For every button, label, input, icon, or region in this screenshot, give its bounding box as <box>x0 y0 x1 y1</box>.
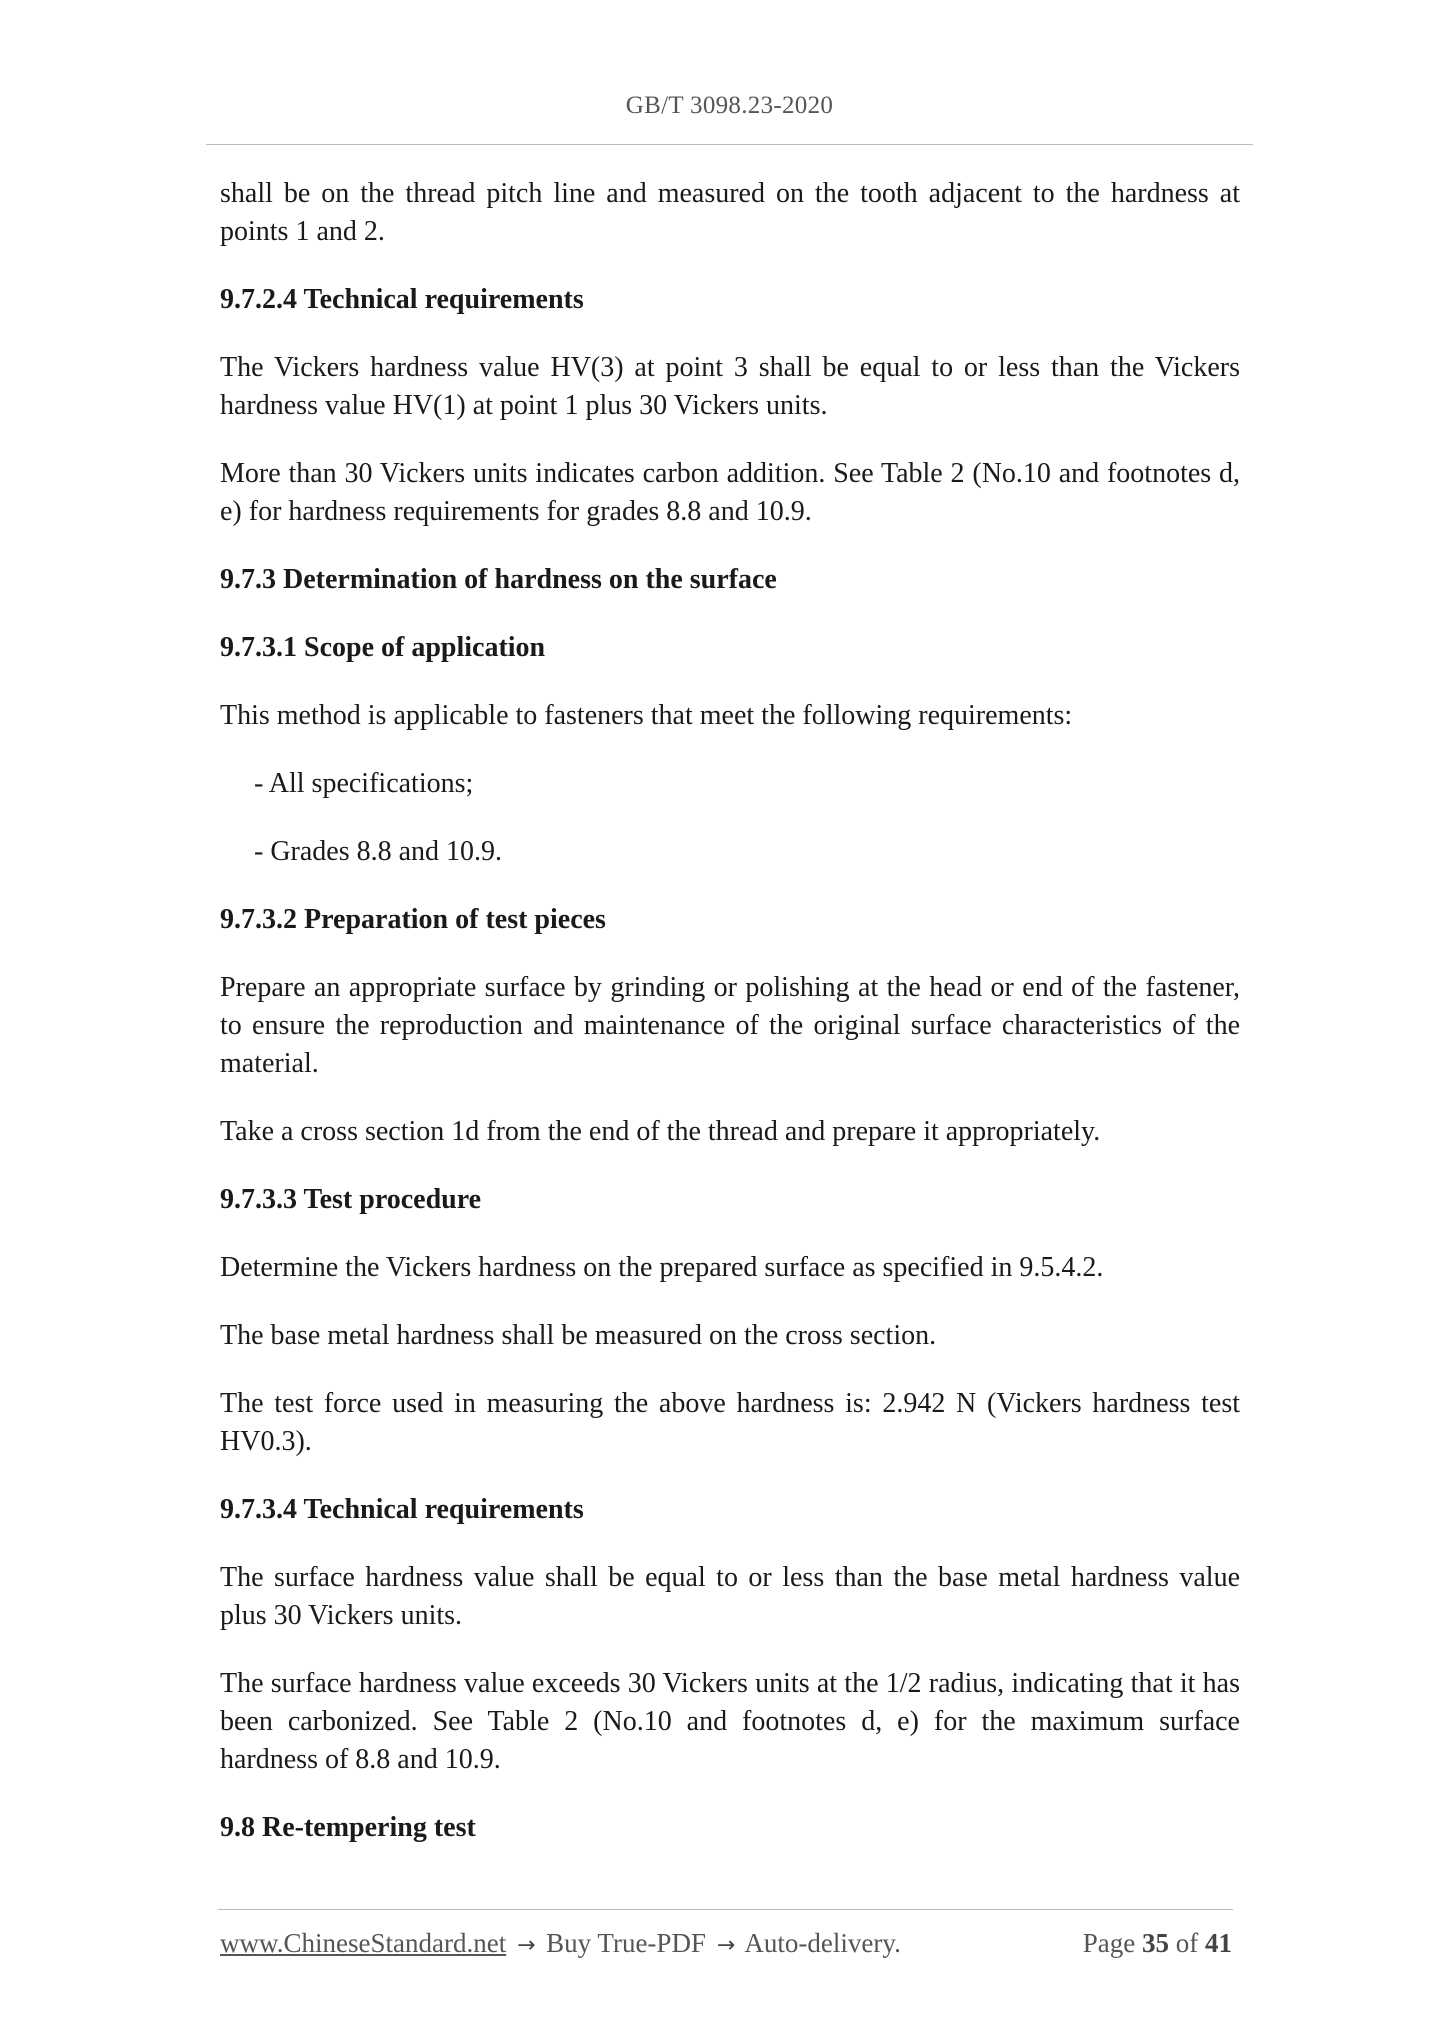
heading-9-8: 9.8 Re-tempering test <box>220 1812 476 1843</box>
buy-true-pdf-text: Buy True-PDF <box>546 1928 706 1958</box>
bullet-item-specifications: - All specifications; <box>254 768 474 799</box>
paragraph-cross-section: Take a cross section 1d from the end of the thread and prepare it appropriately. <box>220 1116 1101 1147</box>
paragraph-surface-hardness: The surface hardness value shall be equal to or less than the base metal hardness value plus 30 Vickers units. <box>220 1562 1240 1631</box>
heading-9-7-3: 9.7.3 Determination of hardness on the surface <box>220 564 777 595</box>
right-arrow-icon: → <box>516 1933 536 1958</box>
paragraph-base-metal: The base metal hardness shall be measured on the cross section. <box>220 1320 937 1351</box>
heading-9-7-3-3: 9.7.3.3 Test procedure <box>220 1184 482 1215</box>
page-current: 35 <box>1142 1928 1169 1958</box>
heading-9-7-3-1: 9.7.3.1 Scope of application <box>220 632 546 663</box>
paragraph-carbon-addition: More than 30 Vickers units indicates carbon addition. See Table 2 (No.10 and footnotes d, e) for hardness requirements for grades 8.8 and 10.9. <box>220 458 1240 527</box>
document-header-id: GB/T 3098.23-2020 <box>625 92 834 119</box>
paragraph-pitch-line: shall be on the thread pitch line and measured on the tooth adjacent to the hardness at points 1 and 2. <box>220 178 1240 247</box>
page-of-label: of <box>1175 1928 1199 1958</box>
paragraph-carbonized: The surface hardness value exceeds 30 Vickers units at the 1/2 radius, indicating that it has been carbonized. See Table 2 (No.10 and footnotes d, e) for the maximum surface hardness of 8.8 and 10.9. <box>220 1668 1240 1775</box>
paragraph-applicability: This method is applicable to fasteners that meet the following requirements: <box>220 700 1073 731</box>
header-divider <box>206 144 1253 145</box>
heading-9-7-3-2: 9.7.3.2 Preparation of test pieces <box>220 904 606 935</box>
bullet-item-grades: - Grades 8.8 and 10.9. <box>254 836 503 867</box>
right-arrow-icon: → <box>716 1933 736 1958</box>
paragraph-determine-hardness: Determine the Vickers hardness on the prepared surface as specified in 9.5.4.2. <box>220 1252 1104 1283</box>
paragraph-test-force: The test force used in measuring the above hardness is: 2.942 N (Vickers hardness test HV0.3). <box>220 1388 1240 1457</box>
auto-delivery-text: Auto-delivery. <box>744 1928 901 1958</box>
paragraph-hv3-requirement: The Vickers hardness value HV(3) at point 3 shall be equal to or less than the Vickers hardness value HV(1) at point 1 plus 30 Vickers units. <box>220 352 1240 421</box>
page-number <box>1083 1928 1232 1959</box>
document-body <box>220 175 1240 1877</box>
footer-promo <box>220 1928 901 1959</box>
footer-divider <box>218 1909 1233 1910</box>
paragraph-surface-preparation: Prepare an appropriate surface by grinding or polishing at the head or end of the fastener, to ensure the reproduction and maintenance of the original surface characteristics of the material. <box>220 972 1240 1079</box>
heading-9-7-2-4: 9.7.2.4 Technical requirements <box>220 284 584 315</box>
heading-9-7-3-4: 9.7.3.4 Technical requirements <box>220 1494 584 1525</box>
page-total: 41 <box>1205 1928 1232 1958</box>
page-label: Page <box>1082 1928 1136 1958</box>
website-link[interactable]: www.ChineseStandard.net <box>220 1928 507 1958</box>
